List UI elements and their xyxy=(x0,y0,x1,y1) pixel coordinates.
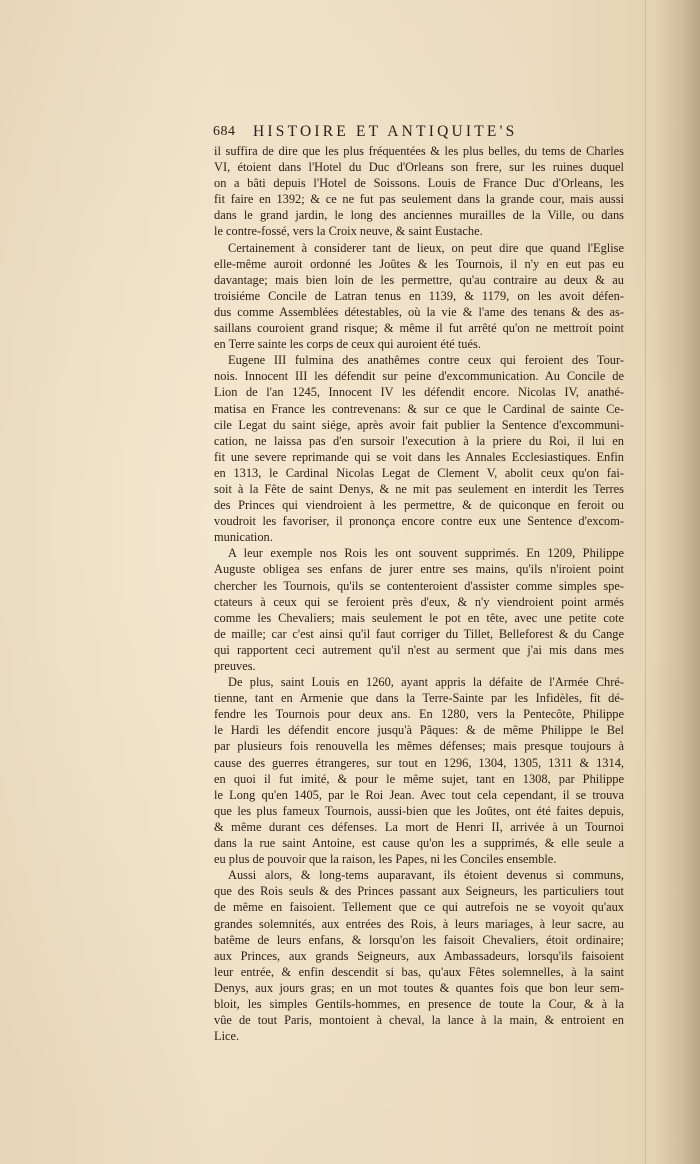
text-line: A leur exemple nos Rois les ont souvent supprimés. En 1209, Philippe xyxy=(228,546,624,561)
text-line: VI, étoient dans l'Hotel du Duc d'Orleans son frere, sur les ruines duquel xyxy=(214,160,624,175)
text-line: dans le grand jardin, le long des anciennes murailles de la Ville, ou dans xyxy=(214,208,624,223)
text-line: grandes solemnités, aux entrées des Rois, à leurs mariages, à leur sacre, au xyxy=(214,916,624,931)
text-line: en Terre sainte les corps de ceux qui auroient été tués. xyxy=(214,337,481,352)
gutter-shadow xyxy=(654,0,700,1164)
text-line: Lion de l'an 1245, Innocent IV les défendit encore. Nicolas IV, anathé- xyxy=(214,385,624,400)
page-number: 684 xyxy=(213,124,236,139)
text-line: preuves. xyxy=(214,659,256,673)
text-line: que les plus fameux Tournois, aussi-bien que les Joûtes, ont été faites depuis, xyxy=(214,803,624,818)
text-line: chercher les Tournois, qu'ils se contenteroient d'assister comme simples spe- xyxy=(214,578,624,593)
text-line: que des Rois seuls & des Princes passant aux Seigneurs, les particuliers tout xyxy=(214,884,624,899)
text-line: Lice. xyxy=(214,1029,240,1044)
text-line: batême de leurs enfans, & lorsqu'on les faisoit Chevaliers, étoit ordinaire; xyxy=(214,932,624,947)
text-line: nois. Innocent III les défendit sur peine d'excommunication. Au Concile de xyxy=(214,369,624,384)
text-line: Eugene III fulmina des anathêmes contre ceux qui feroient des Tour- xyxy=(228,353,624,368)
text-line: Certainement à considerer tant de lieux, on peut dire que quand l'Eglise xyxy=(228,240,624,255)
text-line: des Princes qui viendroient à les permettre, & de quiconque en feroit ou xyxy=(214,498,624,513)
text-line: saillans couroient grand risque; & même il fut arrêté qu'on ne mettroit point xyxy=(214,321,624,336)
text-line: davantage; mais bien loin de les permettre, qu'au contraire au deux & au xyxy=(214,272,624,287)
text-line: cause des guerres étrangeres, sur tout en 1296, 1304, 1305, 1311 & 1314, xyxy=(214,755,624,770)
page-fold-line xyxy=(645,0,646,1164)
text-line: voudroit les favoriser, il prononça encore contre eux une Sentence d'excom- xyxy=(214,514,624,529)
text-line: tienne, tant en Armenie que dans la Terre-Sainte par les Infidèles, fit dé- xyxy=(214,691,624,706)
text-line: bloit, les simples Gentils-hommes, en presence de toute la Cour, & à la xyxy=(214,996,624,1011)
page-header xyxy=(213,124,585,144)
text-line: aux Princes, aux grands Seigneurs, aux Ambassadeurs, lorsqu'ils faisoient xyxy=(214,948,624,963)
text-line: le Long qu'en 1405, par le Roi Jean. Avec tout cela cependant, il se trouva xyxy=(214,787,624,802)
text-line: de même en faisoient. Tellement que ce qui autrefois ne se voyoit qu'aux xyxy=(214,900,624,915)
text-line: munication. xyxy=(214,530,273,545)
text-line: fendre les Tournois pour deux ans. En 1280, vers la Pentecôte, Philippe xyxy=(214,707,624,722)
text-line: par plusieurs fois renouvella les mêmes défenses; mais presque toujours à xyxy=(214,739,624,754)
text-line: il suffira de dire que les plus fréquentées & les plus belles, du tems de Charles xyxy=(214,144,624,158)
text-line: ctateurs à ceux qui se feroient près d'eux, & n'y viendroient point armés xyxy=(214,594,624,609)
text-line: matisa en France les contrevenans: & sur ce que le Cardinal de sainte Ce- xyxy=(214,401,624,416)
text-line: vûe de tout Paris, montoient à cheval, la lance à la main, & entroient en xyxy=(214,1013,624,1028)
text-line: & même durant ces défenses. La mort de Henri II, arrivée à un Tournoi xyxy=(214,819,624,834)
text-line: de maille; car c'est ainsi qu'il faut corriger du Tillet, Belleforest & du Cange xyxy=(214,626,624,641)
text-line: en quoi il fut imité, & pour le même sujet, tant en 1308, par Philippe xyxy=(214,771,624,786)
text-line: soit à la Fête de saint Denys, & ne mit pas seulement en interdit les Terres xyxy=(214,481,624,496)
running-title: HISTOIRE ET ANTIQUITE'S xyxy=(253,123,518,140)
text-line: Auguste obligea ses enfans de jurer entre ses mains, qu'ils n'iroient point xyxy=(214,562,624,577)
text-line: le Hardi les défendit encore jusqu'à Pâques: & de même Philippe le Bel xyxy=(214,723,624,738)
text-line: comme les Chevaliers; mais seulement le pot en tête, avec une petite cote xyxy=(214,610,624,625)
text-line: De plus, saint Louis en 1260, ayant appris la défaite de l'Armée Chré- xyxy=(228,675,624,690)
text-line: eu plus de pouvoir que la raison, les Papes, ni les Conciles ensemble. xyxy=(214,852,557,867)
text-line: troisiéme Concile de Latran tenus en 1139, & 1179, on les avoit défen- xyxy=(214,288,624,303)
text-line: Denys, aux jours gras; en un mot toutes & quantes fois que bon leur sem- xyxy=(214,980,624,995)
text-line: dus comme Assemblées détestables, où la vie & l'ame des tenans & des as- xyxy=(214,304,624,319)
text-line: qui rapportent ceci autrement qu'il n'est au serment que j'ai mis dans mes xyxy=(214,642,624,657)
text-line: fit une severe reprimande qui se voit dans les Annales Ecclesiastiques. Enfin xyxy=(214,449,624,464)
text-line: elle-même auroit ordonné les Joûtes & les Tournois, il n'y en eut pas eu xyxy=(214,256,624,271)
text-line: le contre-fossé, vers la Croix neuve, & saint Eustache. xyxy=(214,224,483,239)
text-line: dans la rue saint Antoine, est cause qu'on les a supprimés, & elle seule a xyxy=(214,836,624,851)
body-text xyxy=(214,143,624,1044)
text-line: Aussi alors, & long-tems auparavant, ils étoient devenus si communs, xyxy=(228,868,624,883)
text-line: on a bâti depuis l'Hotel de Soissons. Louis de France Duc d'Orleans, les xyxy=(214,176,624,191)
text-line: cation, ne laissa pas d'en sursoir l'execution à la priere du Roi, il lui en xyxy=(214,433,624,448)
text-line: fit faire en 1392; & ce ne fut pas seulement dans la grande cour, mais aussi xyxy=(214,192,624,207)
text-line: en 1313, le Cardinal Nicolas Legat de Clement V, abolit ceux qu'on fai- xyxy=(214,465,624,480)
text-line: cile Legat du saint siége, après avoir fait publier la Sentence d'excommuni- xyxy=(214,417,624,432)
text-line: leur entrée, & enfin descendit si bas, qu'aux Fêtes solemnelles, à la saint xyxy=(214,964,624,979)
